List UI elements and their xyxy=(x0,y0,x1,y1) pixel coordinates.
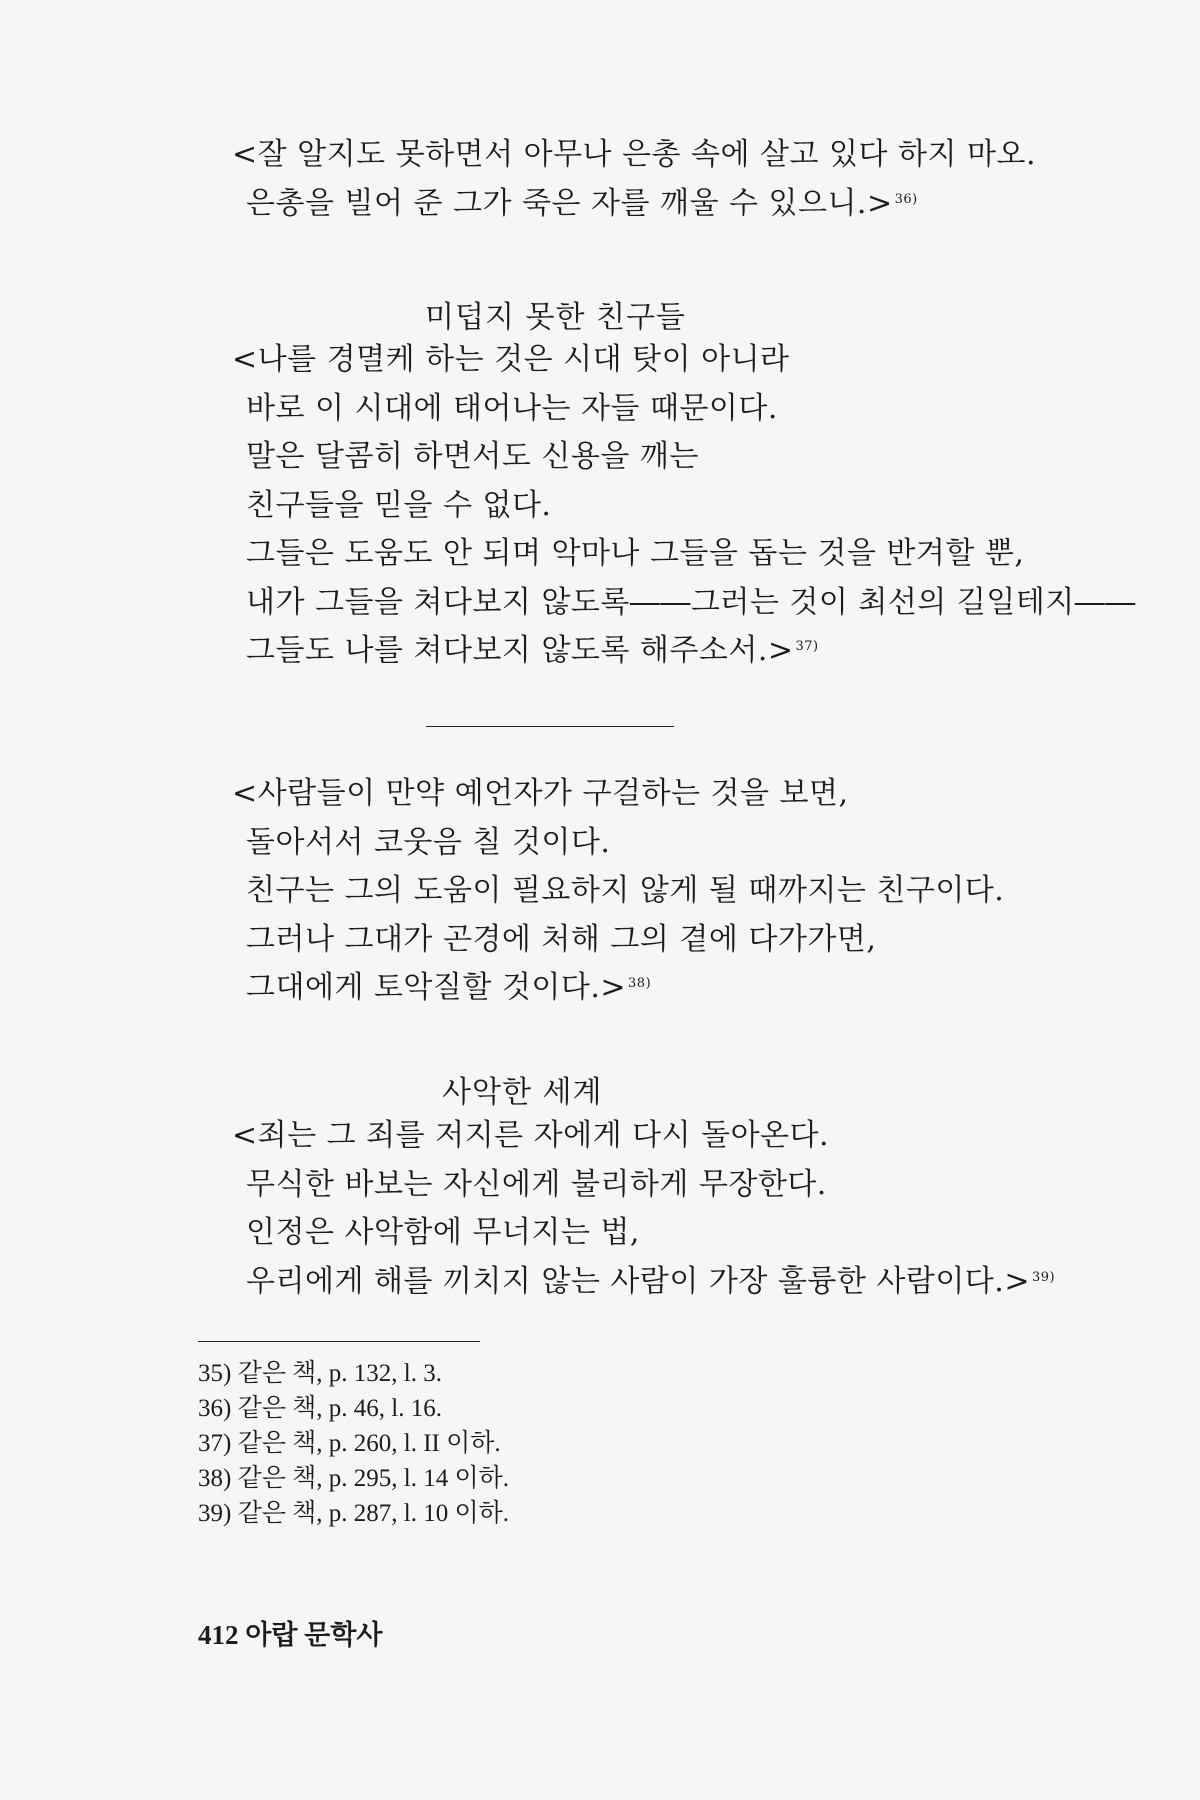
page-footer xyxy=(198,1613,382,1652)
poem-line: 내가 그들을 쳐다보지 않도록――그러는 것이 최선의 길일테지―― xyxy=(246,584,1136,620)
footnote: 38) 같은 책, p. 295, l. 14 이하. xyxy=(198,1465,510,1492)
footnote: 39) 같은 책, p. 287, l. 10 이하. xyxy=(198,1500,510,1527)
poem-line: 그들은 도움도 안 되며 악마나 그들을 돕는 것을 반겨할 뿐, xyxy=(246,536,1025,571)
poem-line: 인정은 사악함에 무너지는 법, xyxy=(246,1215,640,1250)
poem-line: 우리에게 해를 끼치지 않는 사람이 가장 훌륭한 사람이다.> $^{39)}$ xyxy=(246,1263,1056,1299)
section-separator xyxy=(426,726,674,727)
poem-line: 돌아서서 코웃음 칠 것이다. xyxy=(246,824,611,860)
poem-line: <잘 알지도 못하면서 아무나 은총 속에 살고 있다 하지 마오. xyxy=(232,137,1037,172)
poem-block-3 xyxy=(232,770,1092,1013)
poem-line: 그대에게 토악질할 것이다.> $^{38)}$ xyxy=(246,970,652,1005)
page-number: 412 xyxy=(198,1620,239,1650)
footnote-mark: 39) xyxy=(1031,1269,1056,1285)
poem-line: <나를 경멸케 하는 것은 시대 탓이 아니라 xyxy=(232,342,790,377)
footnotes xyxy=(198,1356,898,1531)
poem-line: 친구는 그의 도움이 필요하지 않게 될 때까지는 친구이다. xyxy=(246,873,1005,908)
poem-block-2 xyxy=(232,336,1136,676)
poem-line: <죄는 그 죄를 저지른 자에게 다시 돌아온다. xyxy=(232,1118,830,1153)
poem-line: 은총을 빌어 준 그가 죽은 자를 깨울 수 있으니.> $^{36)}$ xyxy=(246,185,918,221)
poem-line: 무식한 바보는 자신에게 불리하게 무장한다. xyxy=(246,1166,827,1202)
poem-line: 그러나 그대가 곤경에 처해 그의 곁에 다가가면, xyxy=(246,921,877,957)
footnote: 37) 같은 책, p. 260, l. II 이하. xyxy=(198,1430,501,1457)
running-title: 아랍 문학사 xyxy=(245,1620,383,1650)
footnote: 35) 같은 책, p. 132, l. 3. xyxy=(198,1360,442,1387)
poem-line: 그들도 나를 쳐다보지 않도록 해주소서.> $^{37)}$ xyxy=(246,633,819,668)
poem-block-4 xyxy=(232,1112,1092,1306)
footnote-rule xyxy=(198,1341,480,1342)
poem-line: <사람들이 만약 예언자가 구걸하는 것을 보면, xyxy=(232,776,849,811)
poem-block-1 xyxy=(232,131,1092,228)
footnote-mark: 36) xyxy=(894,191,918,207)
footnote: 36) 같은 책, p. 46, l. 16. xyxy=(198,1395,442,1422)
section-title: 사악한 세계 xyxy=(442,1075,603,1110)
poem-line: 친구들을 믿을 수 없다. xyxy=(246,487,552,523)
poem-line: 바로 이 시대에 태어나는 자들 때문이다. xyxy=(246,390,778,426)
section-title: 미덥지 못한 친구들 xyxy=(425,300,686,335)
footnote-mark: 38) xyxy=(628,976,652,991)
footnote-mark: 37) xyxy=(795,639,819,654)
poem-line: 말은 달콤히 하면서도 신용을 깨는 xyxy=(246,439,699,474)
